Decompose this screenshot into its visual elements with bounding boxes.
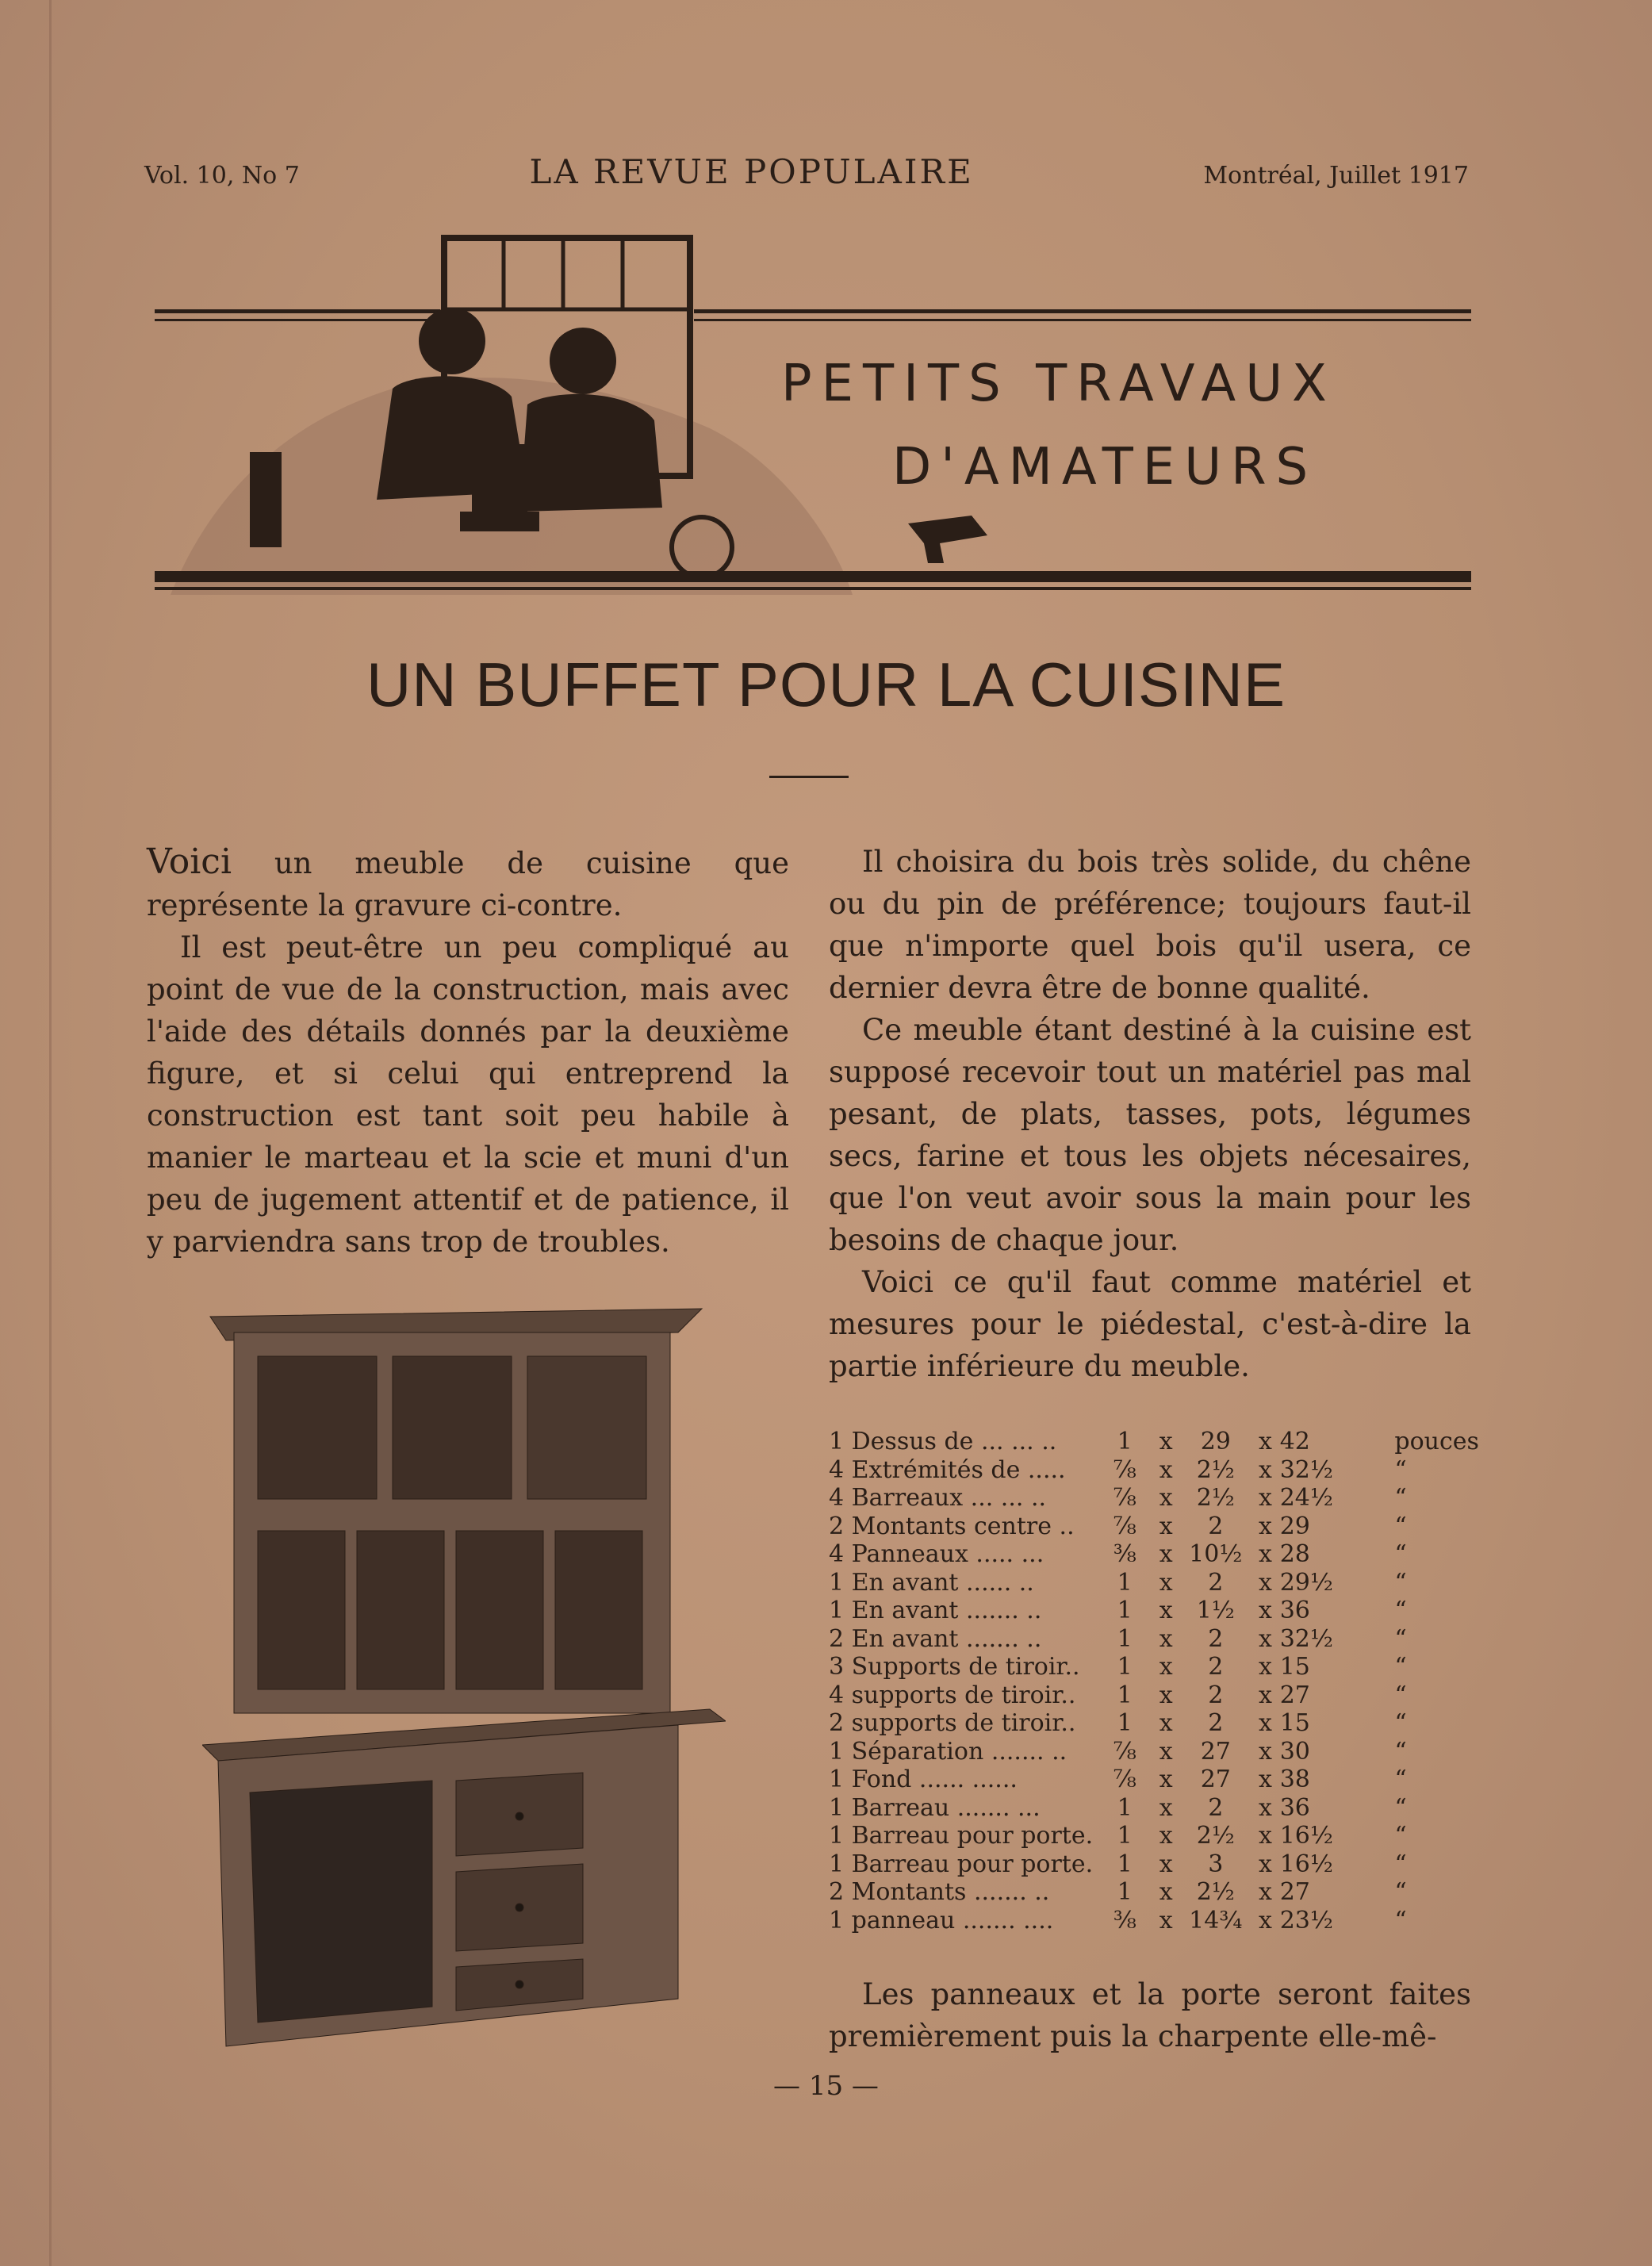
times-sign: x: [1159, 1709, 1173, 1737]
material-width: 29: [1200, 1428, 1231, 1455]
material-length: 32½: [1279, 1455, 1333, 1484]
times-sign: x: [1159, 1512, 1173, 1540]
material-thickness: ⅞: [1113, 1737, 1136, 1766]
right-paragraph-2: Ce meuble étant destiné à la cuisine est supposé recevoir tout un matériel pas mal pesant, de plats, tasses, pots, légumes secs, farine et tous les objets nécesaires, que l'on veut avoir sous la main pour les besoins de chaque jour.: [829, 1013, 1471, 1257]
material-width: 27: [1200, 1737, 1231, 1766]
material-length: 23½: [1279, 1906, 1333, 1934]
material-unit: “: [1394, 1850, 1407, 1878]
material-thickness: 1: [1117, 1709, 1133, 1737]
times-sign: x: [1258, 1624, 1272, 1653]
material-unit: “: [1394, 1709, 1407, 1737]
volume-issue: Vol. 10, No 7: [144, 162, 300, 190]
times-sign: x: [1159, 1793, 1173, 1822]
material-thickness: ⅞: [1113, 1512, 1136, 1540]
material-unit: “: [1394, 1540, 1407, 1568]
material-length: 15: [1279, 1653, 1310, 1681]
times-sign: x: [1159, 1906, 1173, 1934]
material-thickness: 1: [1117, 1793, 1133, 1822]
material-thickness: 1: [1117, 1850, 1133, 1878]
times-sign: x: [1159, 1597, 1173, 1624]
times-sign: x: [1258, 1850, 1272, 1878]
material-row: [829, 1850, 1479, 1879]
material-description: 1 Séparation ....... ..: [829, 1737, 1067, 1766]
material-width: 27: [1200, 1766, 1231, 1793]
banner-line-2: D'AMATEURS: [892, 438, 1318, 497]
times-sign: x: [1258, 1653, 1272, 1681]
times-sign: x: [1258, 1793, 1272, 1822]
material-width: 2: [1208, 1793, 1224, 1822]
times-sign: x: [1258, 1766, 1272, 1793]
material-description: 1 Barreau pour porte.: [829, 1822, 1094, 1850]
paragraph-1: [147, 841, 789, 926]
material-unit: “: [1394, 1793, 1407, 1822]
material-width: 2: [1208, 1681, 1224, 1709]
times-sign: x: [1159, 1540, 1173, 1568]
material-thickness: ⅞: [1113, 1766, 1136, 1793]
running-header: [144, 152, 1469, 191]
material-unit: “: [1394, 1822, 1407, 1850]
times-sign: x: [1258, 1681, 1272, 1709]
times-sign: x: [1258, 1512, 1272, 1540]
material-description: 1 Barreau ....... ...: [829, 1793, 1041, 1822]
material-length: 42: [1279, 1428, 1310, 1455]
times-sign: x: [1258, 1540, 1272, 1568]
material-length: 30: [1279, 1737, 1310, 1766]
material-width: 2: [1208, 1624, 1224, 1653]
material-thickness: ⅞: [1113, 1484, 1136, 1512]
times-sign: x: [1159, 1653, 1173, 1681]
material-length: 28: [1279, 1540, 1310, 1568]
material-unit: “: [1394, 1455, 1407, 1484]
material-row: [829, 1597, 1479, 1625]
times-sign: x: [1258, 1455, 1272, 1484]
place-date: Montréal, Juillet 1917: [1203, 162, 1469, 190]
times-sign: x: [1258, 1709, 1272, 1737]
times-sign: x: [1159, 1484, 1173, 1512]
times-sign: x: [1258, 1568, 1272, 1597]
material-row: [829, 1569, 1479, 1597]
times-sign: x: [1159, 1766, 1173, 1793]
materials-table: [829, 1428, 1479, 1934]
page-number: — 15 —: [773, 2070, 879, 2102]
times-sign: x: [1159, 1455, 1173, 1484]
material-thickness: 1: [1117, 1681, 1133, 1709]
material-description: 2 Montants centre ..: [829, 1512, 1075, 1540]
times-sign: x: [1159, 1878, 1173, 1906]
material-description: 1 En avant ...... ..: [829, 1568, 1034, 1597]
material-description: 2 supports de tiroir..: [829, 1709, 1076, 1737]
material-row: [829, 1709, 1479, 1738]
material-width: 3: [1208, 1850, 1224, 1878]
material-description: 1 Fond ...... ......: [829, 1766, 1018, 1793]
material-row: [829, 1878, 1479, 1907]
kitchen-cabinet-illustration: [202, 1301, 726, 2054]
material-thickness: 1: [1117, 1878, 1133, 1906]
material-length: 32½: [1279, 1624, 1333, 1653]
right-column-continued: [829, 1973, 1471, 2057]
material-row: [829, 1822, 1479, 1850]
material-thickness: 1: [1117, 1568, 1133, 1597]
material-unit: “: [1394, 1512, 1407, 1540]
material-length: 36: [1279, 1597, 1310, 1624]
material-length: 16½: [1279, 1850, 1333, 1878]
material-thickness: 1: [1117, 1653, 1133, 1681]
material-unit: “: [1394, 1906, 1407, 1934]
times-sign: x: [1159, 1681, 1173, 1709]
material-width: 2: [1208, 1653, 1224, 1681]
times-sign: x: [1159, 1737, 1173, 1766]
material-length: 36: [1279, 1793, 1310, 1822]
left-column: [147, 841, 789, 1263]
paragraph-2: Il est peut-être un peu compliqué au point de vue de la construction, mais avec l'aide des détails donnés par la deuxième figure, et si celui qui entreprend la construction est tant soit peu habile à manier le marteau et la scie et muni d'un peu de jugement attentif et de patience, il y parviendra sans trop de troubles.: [147, 930, 789, 1259]
material-width: 2: [1208, 1709, 1224, 1737]
material-row: [829, 1428, 1479, 1456]
dropcap-word: Voici: [147, 842, 232, 882]
material-unit: “: [1394, 1766, 1407, 1793]
material-width: 2: [1208, 1512, 1224, 1540]
closing-paragraph: Les panneaux et la porte seront faites premièrement puis la charpente elle-mê-: [829, 1977, 1471, 2053]
material-length: 16½: [1279, 1822, 1333, 1850]
material-length: 24½: [1279, 1484, 1333, 1512]
times-sign: x: [1159, 1428, 1173, 1455]
publication-title: LA REVUE POPULAIRE: [529, 152, 974, 191]
material-length: 29: [1279, 1512, 1310, 1540]
material-length: 38: [1279, 1766, 1310, 1793]
page-fold-shadow: [49, 0, 52, 2266]
times-sign: x: [1159, 1624, 1173, 1653]
material-row: [829, 1738, 1479, 1766]
material-thickness: 1: [1117, 1428, 1133, 1455]
material-row: [829, 1456, 1479, 1485]
times-sign: x: [1258, 1878, 1272, 1906]
material-unit: “: [1394, 1597, 1407, 1624]
material-width: 10½: [1189, 1540, 1243, 1568]
material-thickness: 1: [1117, 1822, 1133, 1850]
material-unit: “: [1394, 1653, 1407, 1681]
material-thickness: ⅜: [1113, 1540, 1136, 1568]
times-sign: x: [1258, 1822, 1272, 1850]
material-unit: “: [1394, 1681, 1407, 1709]
material-row: [829, 1513, 1479, 1541]
times-sign: x: [1159, 1568, 1173, 1597]
material-row: [829, 1681, 1479, 1710]
material-description: 4 Extrémités de .....: [829, 1455, 1066, 1484]
material-thickness: ⅞: [1113, 1455, 1136, 1484]
material-thickness: 1: [1117, 1597, 1133, 1624]
material-description: 1 Dessus de ... ... ..: [829, 1428, 1057, 1455]
banner-line-1: PETITS TRAVAUX: [781, 355, 1336, 413]
material-length: 27: [1279, 1681, 1310, 1709]
times-sign: x: [1258, 1484, 1272, 1512]
material-description: 4 supports de tiroir..: [829, 1681, 1076, 1709]
material-row: [829, 1794, 1479, 1823]
times-sign: x: [1159, 1850, 1173, 1878]
material-width: 14¾: [1189, 1906, 1243, 1934]
material-width: 2½: [1196, 1878, 1235, 1906]
material-row: [829, 1625, 1479, 1654]
material-unit: “: [1394, 1484, 1407, 1512]
material-unit: pouces: [1394, 1428, 1479, 1455]
right-paragraph-1: Il choisira du bois très solide, du chêne ou du pin de préférence; toujours faut-il que n'importe quel bois qu'il usera, ce dernier devra être de bonne qualité.: [829, 845, 1471, 1005]
article-title: UN BUFFET POUR LA CUISINE: [366, 650, 1286, 719]
material-row: [829, 1653, 1479, 1681]
times-sign: x: [1159, 1822, 1173, 1850]
material-width: 1½: [1196, 1597, 1235, 1624]
material-unit: “: [1394, 1878, 1407, 1906]
material-description: 4 Barreaux ... ... ..: [829, 1484, 1047, 1512]
section-banner-illustration: [155, 230, 1471, 627]
times-sign: x: [1258, 1428, 1272, 1455]
material-row: [829, 1540, 1479, 1569]
material-unit: “: [1394, 1737, 1407, 1766]
material-length: 27: [1279, 1878, 1310, 1906]
material-description: 4 Panneaux ..... ...: [829, 1540, 1044, 1568]
times-sign: x: [1258, 1906, 1272, 1934]
material-row: [829, 1907, 1479, 1935]
material-description: 3 Supports de tiroir..: [829, 1653, 1080, 1681]
right-paragraph-3: Voici ce qu'il faut comme matériel et mesures pour le piédestal, c'est-à-dire la partie inférieure du meuble.: [829, 1265, 1471, 1383]
material-length: 15: [1279, 1709, 1310, 1737]
times-sign: x: [1258, 1737, 1272, 1766]
paragraph-1-text: un meuble de cuisine que représente la gravure ci-contre.: [147, 846, 789, 922]
material-unit: “: [1394, 1568, 1407, 1597]
material-width: 2½: [1196, 1822, 1235, 1850]
material-description: 2 En avant ....... ..: [829, 1624, 1042, 1653]
material-row: [829, 1766, 1479, 1794]
material-width: 2: [1208, 1568, 1224, 1597]
material-width: 2½: [1196, 1455, 1235, 1484]
material-description: 1 Barreau pour porte.: [829, 1850, 1094, 1878]
material-unit: “: [1394, 1624, 1407, 1653]
material-width: 2½: [1196, 1484, 1235, 1512]
right-column: [829, 841, 1471, 1387]
material-thickness: ⅜: [1113, 1906, 1136, 1934]
material-description: 1 En avant ....... ..: [829, 1597, 1042, 1624]
material-row: [829, 1484, 1479, 1513]
times-sign: x: [1258, 1597, 1272, 1624]
material-description: 2 Montants ....... ..: [829, 1878, 1050, 1906]
material-length: 29½: [1279, 1568, 1333, 1597]
material-description: 1 panneau ....... ....: [829, 1906, 1054, 1934]
material-thickness: 1: [1117, 1624, 1133, 1653]
title-rule: [769, 776, 849, 778]
